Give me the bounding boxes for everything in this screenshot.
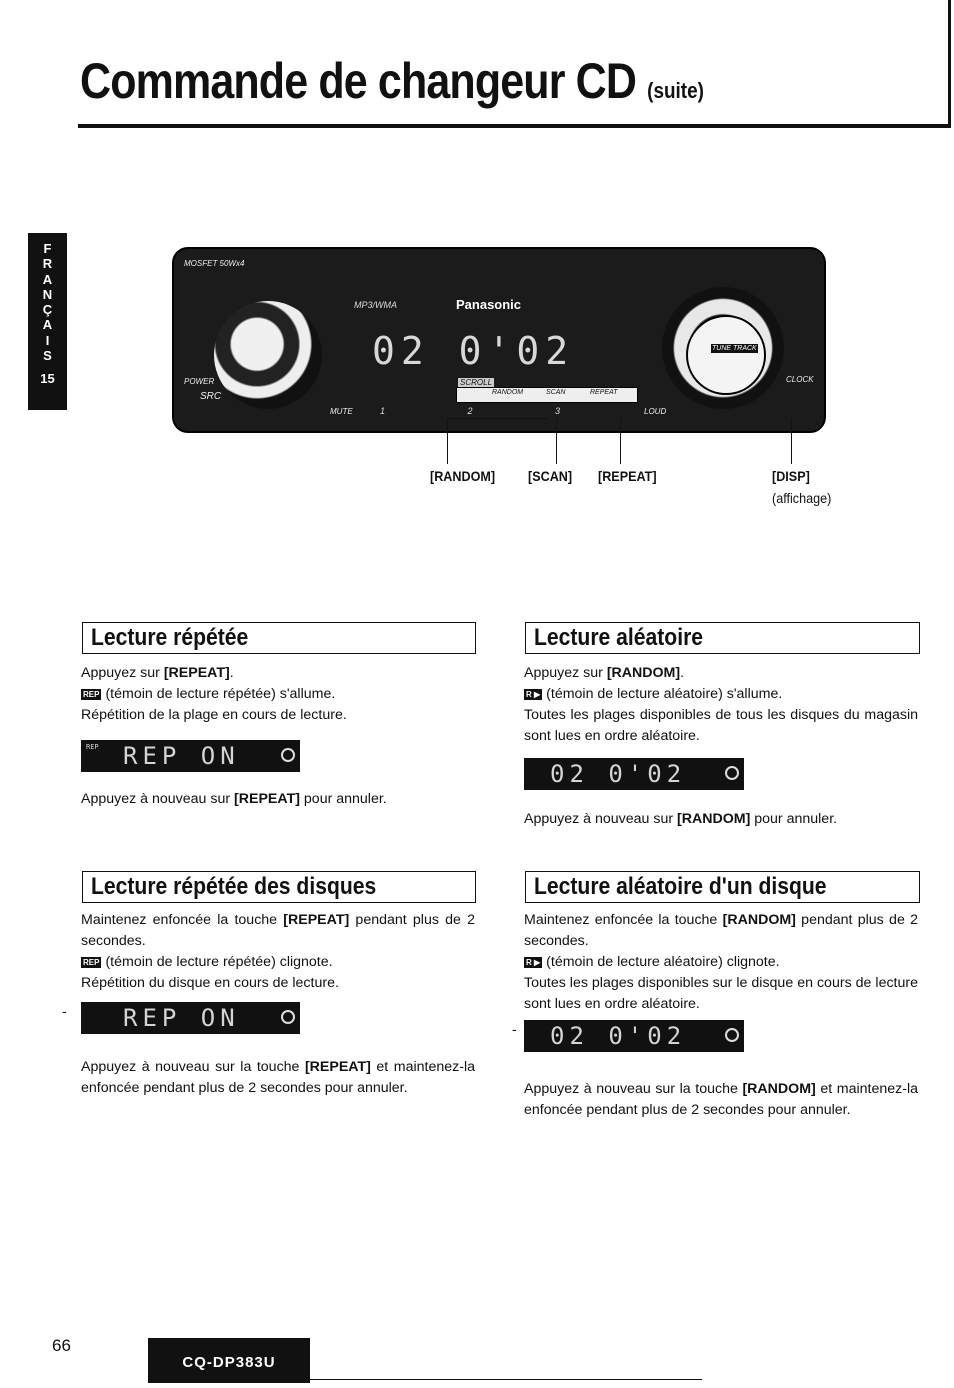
mosfet-label: MOSFET 50Wx4 [184, 259, 245, 268]
section-title-random: Lecture aléatoire [534, 624, 704, 651]
indicator-description: (témoin de lecture aléatoire) s'allume. [546, 686, 783, 702]
lcd-random [524, 758, 744, 790]
loud-label: LOUD [644, 407, 667, 416]
section-heading-random-disc [525, 871, 920, 903]
section-title-repeat: Lecture répétée [91, 624, 249, 651]
indicator-description: (témoin de lecture répétée) clignote. [105, 954, 333, 970]
scroll-label: SCROLL [460, 378, 493, 387]
blink-mark-icon: - [62, 1003, 67, 1019]
cancel-text: Appuyez à nouveau sur [81, 791, 235, 807]
cancel-repeat [81, 789, 475, 810]
section-heading-repeat [82, 622, 476, 654]
repeat-leader-line [620, 418, 621, 464]
disp-callout: [DISP] [772, 468, 810, 484]
instruction-line [524, 663, 918, 684]
footer-rule [310, 1379, 702, 1380]
cancel-text: et maintenez-la enfoncée pendant plus de 2 secondes pour annuler. [81, 1059, 475, 1096]
indicator-line [81, 684, 475, 705]
key-name: [RANDOM] [677, 811, 751, 827]
key-name: [REPEAT] [283, 912, 350, 928]
lcd-rep-indicator: REP [86, 743, 99, 751]
volume-knob [214, 301, 322, 409]
language-letter: S [43, 348, 52, 364]
language-letter: I [45, 332, 50, 348]
key-name: [RANDOM] [742, 1081, 816, 1097]
instruction-line [524, 910, 918, 952]
cancel-text: pour annuler. [299, 791, 387, 807]
cancel-repeat-disc [81, 1057, 475, 1099]
section-page-number: 15 [40, 371, 55, 387]
rep-indicator-icon: REP [83, 690, 100, 699]
tune-track-label: TUNE TRACK [712, 345, 757, 352]
section-body-repeat [81, 663, 475, 726]
language-letter: Ç [42, 302, 53, 318]
language-letter: A [42, 271, 53, 287]
cancel-text: Appuyez à nouveau sur [524, 811, 678, 827]
cancel-text: pour annuler. [750, 811, 838, 827]
instruction-text: pendant plus de 2 secondes. [81, 912, 476, 949]
page-number: 66 [52, 1336, 71, 1355]
cancel-text: et maintenez-la enfoncée pendant plus de 2 secondes pour annuler. [524, 1081, 918, 1118]
clock-label: CLOCK [786, 375, 814, 384]
description-line: Toutes les plages disponibles sur le disque en cours de lecture sont lues en ordre aléatoire. [524, 975, 918, 1012]
indicator-line [524, 952, 918, 973]
mute-label: MUTE [330, 407, 353, 416]
cd-icon [281, 1010, 295, 1024]
cancel-line [81, 789, 475, 810]
cancel-line [524, 809, 918, 830]
language-letters [28, 241, 67, 363]
key-name: [REPEAT] [304, 1059, 371, 1075]
instruction-line [81, 663, 475, 684]
lcd-rep-on-blinking [81, 1002, 300, 1034]
key-name: [REPEAT] [234, 791, 300, 807]
disp-callout-sub: (affichage) [772, 490, 832, 506]
lcd-rep-on [81, 740, 300, 772]
cd-icon [725, 766, 739, 780]
indicator-line [524, 684, 918, 705]
cd-icon [281, 748, 295, 762]
random-callout: [RANDOM] [430, 468, 496, 484]
repeat-callout: [REPEAT] [598, 468, 657, 484]
cancel-random [524, 809, 918, 830]
indicator-line [81, 952, 475, 973]
cd-icon [725, 1028, 739, 1042]
lcd-text: REP ON [123, 1004, 240, 1032]
brand-label: Panasonic [456, 297, 522, 312]
scan-callout: [SCAN] [528, 468, 573, 484]
tune-track-button [686, 315, 766, 395]
random-leader-line [447, 418, 448, 464]
blink-mark-icon: - [512, 1021, 517, 1037]
scan-leader-line [556, 418, 557, 464]
repeat-button-label: REPEAT [590, 389, 618, 396]
page-title-text: Commande de changeur CD [80, 53, 637, 109]
title-rule [78, 124, 950, 128]
cancel-random-disc [524, 1079, 918, 1121]
stereo-display: 02 0'02 [372, 329, 575, 373]
cancel-text: Appuyez à nouveau sur la touche [524, 1081, 743, 1097]
page-title-suffix: (suite) [647, 78, 704, 103]
section-title-repeat-disc: Lecture répétée des disques [91, 873, 377, 900]
instruction-text: Appuyez sur [81, 665, 164, 681]
lcd-text: 02 0'02 [550, 760, 687, 788]
disp-leader-line [791, 418, 792, 464]
description-line: Toutes les plages disponibles de tous les disques du magasin sont lues en ordre aléatoire. [524, 707, 918, 744]
random-indicator-icon: R ▶ [526, 690, 541, 699]
section-body-random-disc [524, 910, 918, 1015]
lcd-random-blinking [524, 1020, 744, 1052]
instruction-text: Maintenez enfoncée la touche [81, 912, 284, 928]
preset-numbers: 1 2 3 [380, 406, 601, 416]
rep-indicator-icon: REP [83, 958, 100, 967]
instruction-line [81, 910, 475, 952]
instruction-text: pendant plus de 2 secondes. [524, 912, 919, 949]
description-line: Répétition de la plage en cours de lecture. [81, 707, 347, 723]
page-edge-rule [948, 0, 951, 128]
car-stereo-illustration [172, 247, 826, 433]
mp3-label: MP3/WMA [354, 300, 398, 310]
section-heading-random [525, 622, 920, 654]
lcd-text: REP ON [123, 742, 240, 770]
language-letter: N [42, 286, 53, 302]
indicator-description: (témoin de lecture répétée) s'allume. [105, 686, 336, 702]
key-name: [REPEAT] [163, 665, 230, 681]
language-letter: R [42, 256, 53, 272]
description-line: Répétition du disque en cours de lecture. [81, 975, 339, 991]
language-tab [28, 233, 67, 410]
cancel-line [81, 1057, 475, 1099]
model-badge: CQ-DP383U [148, 1338, 310, 1383]
indicator-description: (témoin de lecture aléatoire) clignote. [546, 954, 780, 970]
page-title [80, 52, 704, 110]
random-leader-line-h [447, 418, 547, 419]
cancel-text: Appuyez à nouveau sur la touche [81, 1059, 305, 1075]
key-name: [RANDOM] [606, 665, 681, 681]
power-label: POWER [184, 377, 215, 386]
section-heading-repeat-disc [82, 871, 476, 903]
instruction-text: Maintenez enfoncée la touche [524, 912, 723, 928]
cancel-line [524, 1079, 918, 1121]
section-body-repeat-disc [81, 910, 475, 994]
section-title-random-disc: Lecture aléatoire d'un disque [534, 873, 827, 900]
section-body-random [524, 663, 918, 747]
lcd-text: 02 0'02 [550, 1022, 687, 1050]
random-indicator-icon: R ▶ [526, 958, 541, 967]
key-name: [RANDOM] [722, 912, 796, 928]
instruction-text: . [229, 665, 234, 681]
instruction-text: . [680, 665, 685, 681]
scan-button-label: SCAN [546, 389, 566, 396]
instruction-text: Appuyez sur [524, 665, 607, 681]
random-button-label: RANDOM [492, 389, 524, 396]
src-label: SRC [200, 391, 222, 402]
language-letter: F [43, 241, 52, 256]
language-letter: A [42, 317, 53, 333]
